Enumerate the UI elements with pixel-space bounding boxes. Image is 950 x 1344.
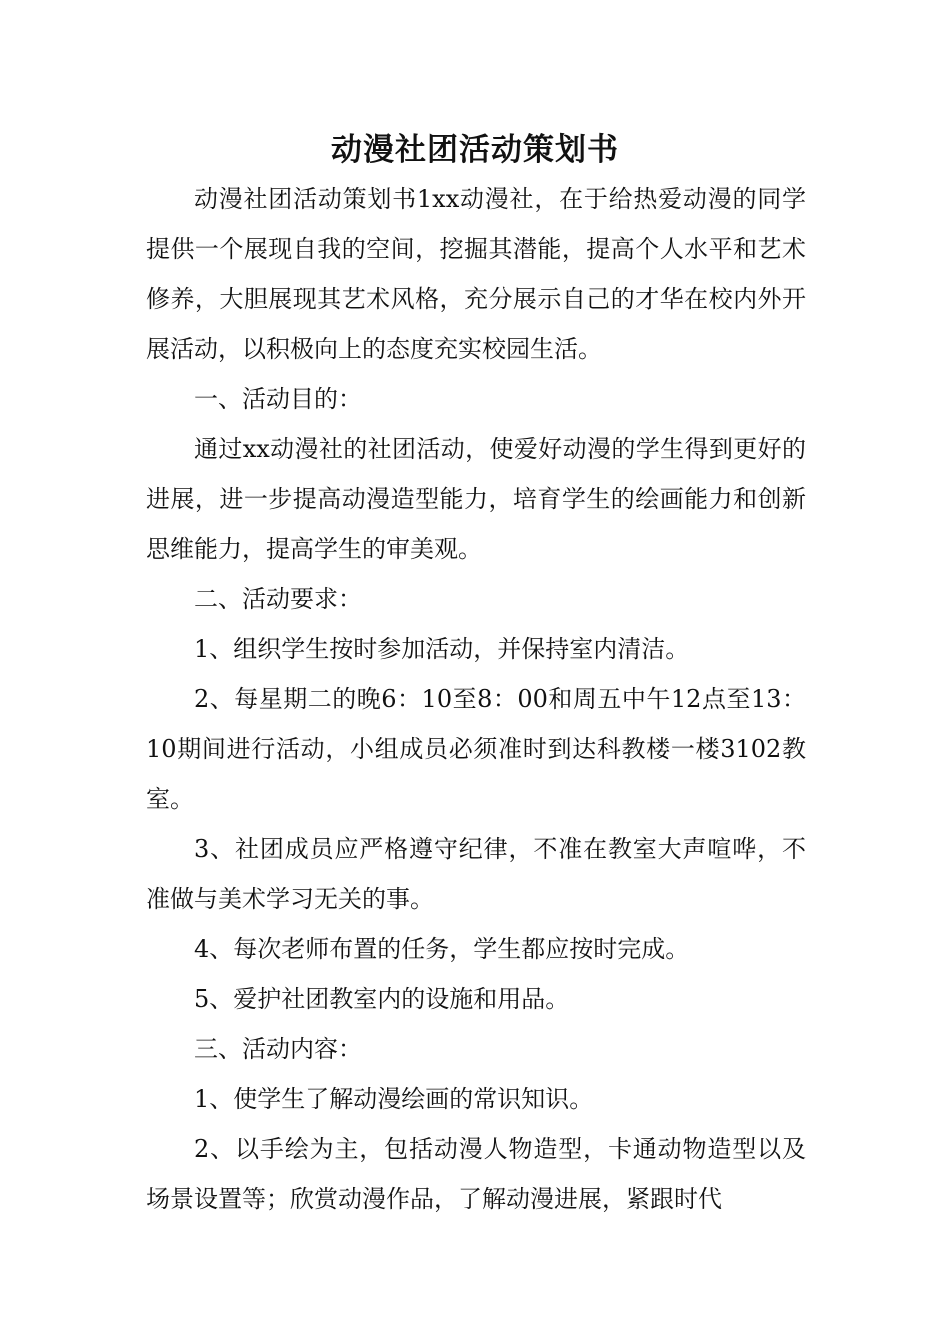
- paragraph-goal: 通过xx动漫社的社团活动，使爱好动漫的学生得到更好的进展，进一步提高动漫造型能力，培育学生的绘画能力和创新思维能力，提高学生的审美观。: [146, 435, 806, 563]
- requirement-item-3: 3、社团成员应严格遵守纪律，不准在教室大声喧哗，不准做与美术学习无关的事。: [146, 835, 806, 913]
- content-item-1: 1、使学生了解动漫绘画的常识知识。: [194, 1085, 594, 1113]
- document-title: 动漫社团活动策划书: [331, 132, 619, 168]
- section-heading-goal: 一、活动目的：: [194, 385, 362, 413]
- requirement-item-5: 5、爱护社团教室内的设施和用品。: [194, 985, 570, 1013]
- requirement-item-4: 4、每次老师布置的任务，学生都应按时完成。: [194, 935, 690, 963]
- document-body: [146, 174, 806, 1224]
- requirement-item-2: 2、每星期二的晚6：10至8：00和周五中午12点至13：10期间进行活动，小组成员必须准时到达科教楼一楼3102教室。: [146, 685, 806, 813]
- content-item-2: 2、以手绘为主，包括动漫人物造型，卡通动物造型以及场景设置等；欣赏动漫作品，了解动漫进展，紧跟时代: [146, 1135, 806, 1213]
- section-heading-content: 三、活动内容：: [194, 1035, 362, 1063]
- paragraph-intro: 动漫社团活动策划书1xx动漫社，在于给热爱动漫的同学提供一个展现自我的空间，挖掘其潜能，提高个人水平和艺术修养，大胆展现其艺术风格，充分展示自己的才华在校内外开展活动，以积极向上的态度充实校园生活。: [146, 185, 806, 363]
- requirement-item-1: 1、组织学生按时参加活动，并保持室内清洁。: [194, 635, 690, 663]
- section-heading-requirements: 二、活动要求：: [194, 585, 362, 613]
